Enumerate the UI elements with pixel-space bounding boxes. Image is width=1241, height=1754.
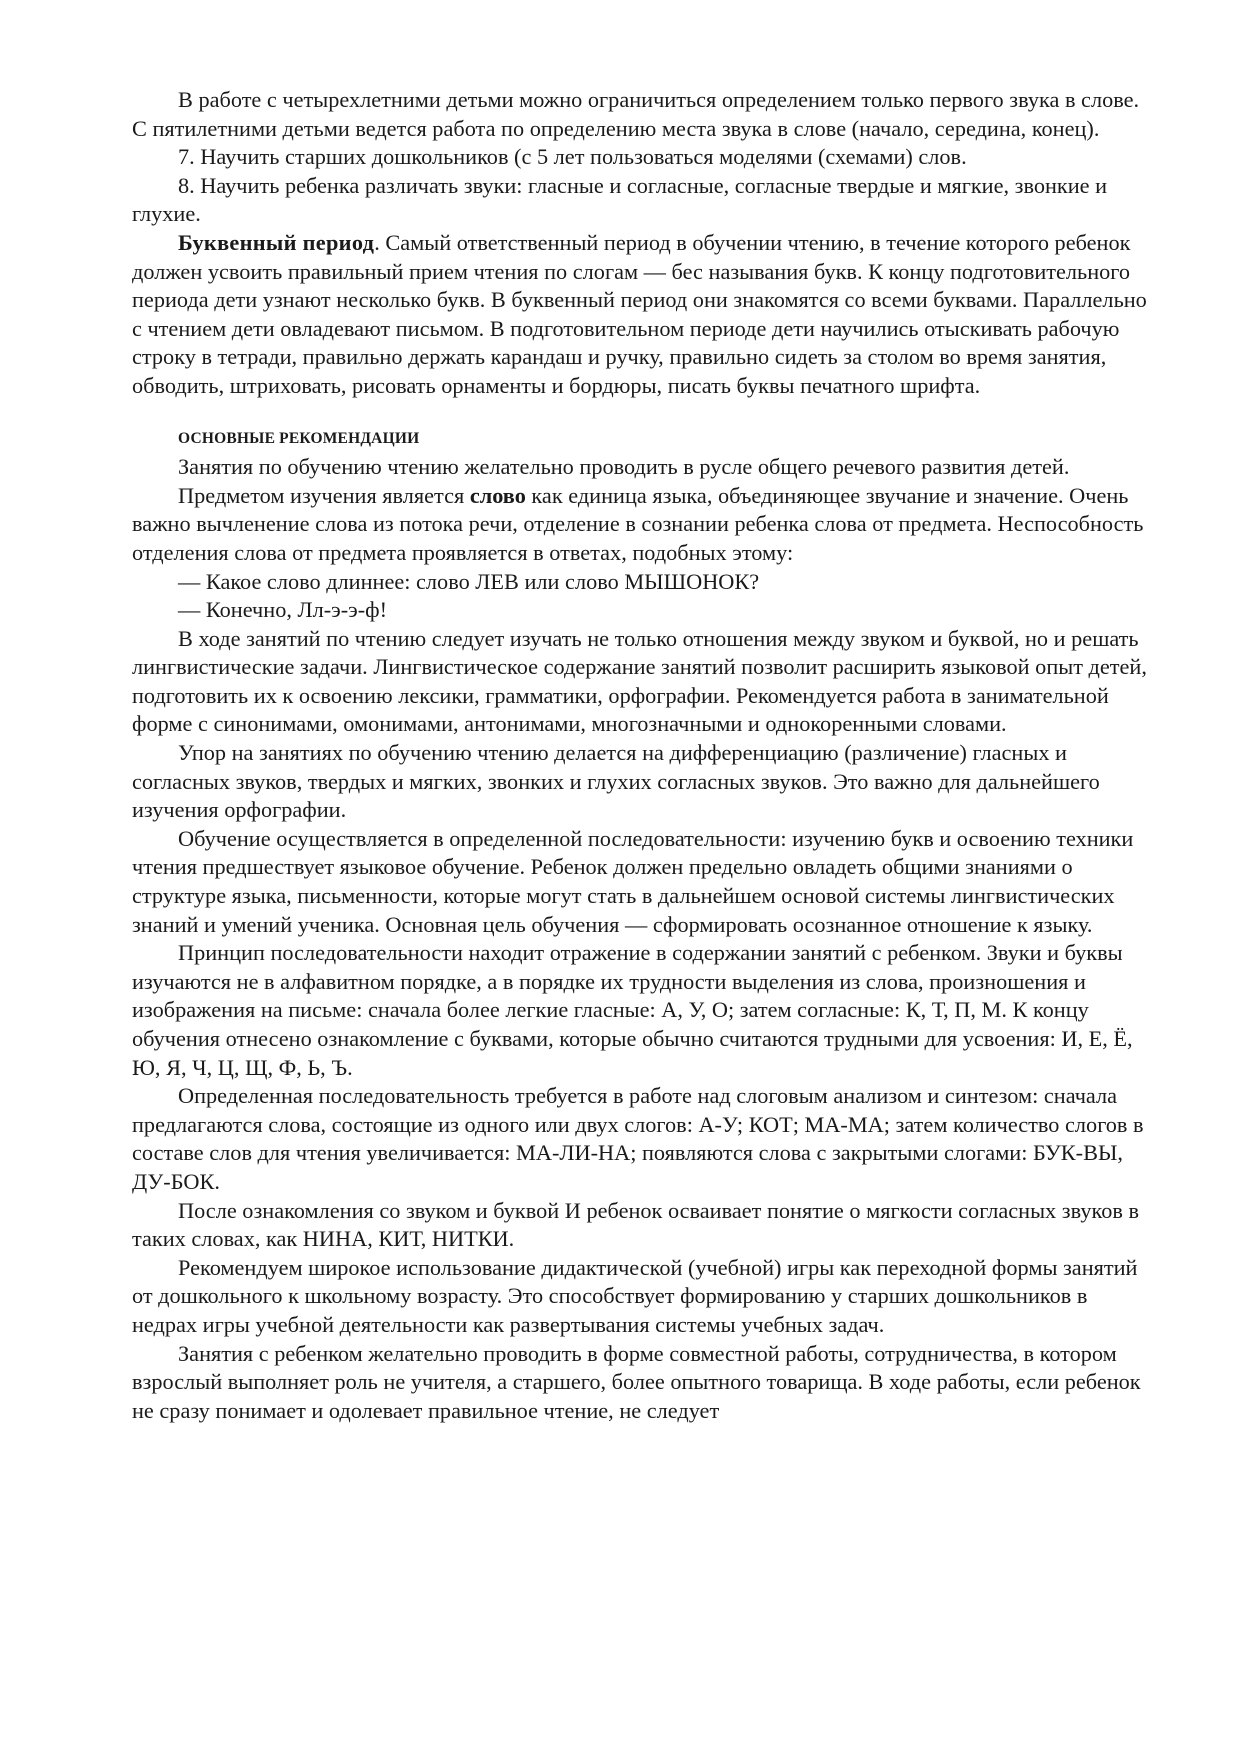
document-body [132, 86, 1152, 1425]
paragraph-item-7: 7. Научить старших дошкольников (с 5 лет пользоваться моделями (схемами) слов. [178, 144, 967, 170]
letter-period-text: . Самый ответственный период в обучении чтению, в течение которого ребенок должен усвоить правильный прием чтения по слогам — бес называния букв. К концу подготовительного периода дети узнают несколько букв. В буквенный период они знакомятся со всеми буквами. Параллельно с чтением дети овладевают письмом. В подготовительном периоде дети научились отыскивать рабочую строку в тетради, правильно держать карандаш и ручку, правильно сидеть за столом во время занятия, обводить, штриховать, рисовать орнаменты и бордюры, писать буквы печатного шрифта. [132, 229, 1147, 398]
paragraph-cooperation: Занятия с ребенком желательно проводить в форме совместной работы, сотрудничества, в котором взрослый выполняет роль не учителя, а старшего, более опытного товарища. В ходе работы, если ребенок не сразу понимает и одолевает правильное чтение, не следует [132, 1340, 1141, 1423]
paragraph-sequence: Обучение осуществляется в определенной последовательности: изучению букв и освоению техники чтения предшествует языковое обучение. Ребенок должен предельно овладеть общими знаниями о структуре языка, письменности, которые могут стать в дальнейшем основой системы лингвистических знаний и умений ученика. Основная цель обучения — сформировать осознанное отношение к языку. [132, 825, 1134, 937]
paragraph-letter-period [132, 229, 1152, 401]
word-study-bold: слово [469, 482, 526, 508]
paragraph-didactic-game: Рекомендуем широкое использование дидактической (учебной) игры как переходной формы занятий от дошкольного к школьному возрасту. Это способствует формированию у старших дошкольников в недрах игры учебной деятельности как развертывания системы учебных задач. [132, 1254, 1138, 1337]
section-heading: ОСНОВНЫЕ РЕКОМЕНДАЦИИ [178, 429, 420, 447]
paragraph-softness: После ознакомления со звуком и буквой И ребенок осваивает понятие о мягкости согласных звуков в таких словах, как НИНА, КИТ, НИТКИ. [132, 1197, 1139, 1252]
paragraph-linguistic-tasks: В ходе занятий по чтению следует изучать не только отношения между звуком и буквой, но и решать лингвистические задачи. Лингвистическое содержание занятий позволит расширить языковой опыт детей, подготовить их к освоению лексики, грамматики, орфографии. Рекомендуется работа в занимательной форме с синонимами, омонимами, антонимами, многозначными и однокоренными словами. [132, 625, 1147, 737]
paragraph-speech-development: Занятия по обучению чтению желательно проводить в русле общего речевого развития детей. [178, 454, 1070, 480]
word-study-after: как единица языка, объединяющее звучание и значение. Очень важно вычленение слова из потока речи, отделение в сознании ребенка слова от предмета. Неспособность отделения слова от предмета проявляется в ответах, подобных этому: [132, 482, 1144, 565]
paragraph-item-8: 8. Научить ребенка различать звуки: гласные и согласные, согласные твердые и мягкие, звонкие и глухие. [132, 172, 1108, 227]
paragraph-principle: Принцип последовательности находит отражение в содержании занятий с ребенком. Звуки и буквы изучаются не в алфавитном порядке, а в порядке их трудности выделения из слова, произношения и изображения на письме: сначала более легкие гласные: А, У, О; затем согласные: К, Т, П, М. К концу обучения отнесено ознакомление с буквами, которые обычно считаются трудными для усвоения: И, Е, Ё, Ю, Я, Ч, Ц, Щ, Ф, Ь, Ъ. [132, 940, 1133, 1080]
paragraph-sound-position: В работе с четырехлетними детьми можно ограничиться определением только первого звука в слове. С пятилетними детьми ведется работа по определению места звука в слове (начало, середина, конец). [132, 87, 1140, 141]
dialogue-question: — Какое слово длиннее: слово ЛЕВ или слово МЫШОНОК? [178, 568, 760, 594]
dialogue-answer: — Конечно, Лл-э-э-ф! [178, 597, 388, 623]
word-study-before: Предметом изучения является [178, 482, 470, 508]
paragraph-syllable-analysis: Определенная последовательность требуется в работе над слоговым анализом и синтезом: сначала предлагаются слова, состоящие из одного или двух слогов: А-У; КОТ; МА-МА; затем количество слогов в составе слов для чтения увеличивается: МА-ЛИ-НА; появляются слова с закрытыми слогами: БУК-ВЫ, ДУ-БОК. [132, 1083, 1144, 1194]
paragraph-word-study [132, 482, 1152, 568]
letter-period-title: Буквенный период [178, 229, 375, 255]
paragraph-differentiation: Упор на занятиях по обучению чтению делается на дифференциацию (различение) гласных и согласных звуков, твердых и мягких, звонких и глухих согласных звуков. Это важно для дальнейшего изучения орфографии. [132, 740, 1100, 823]
